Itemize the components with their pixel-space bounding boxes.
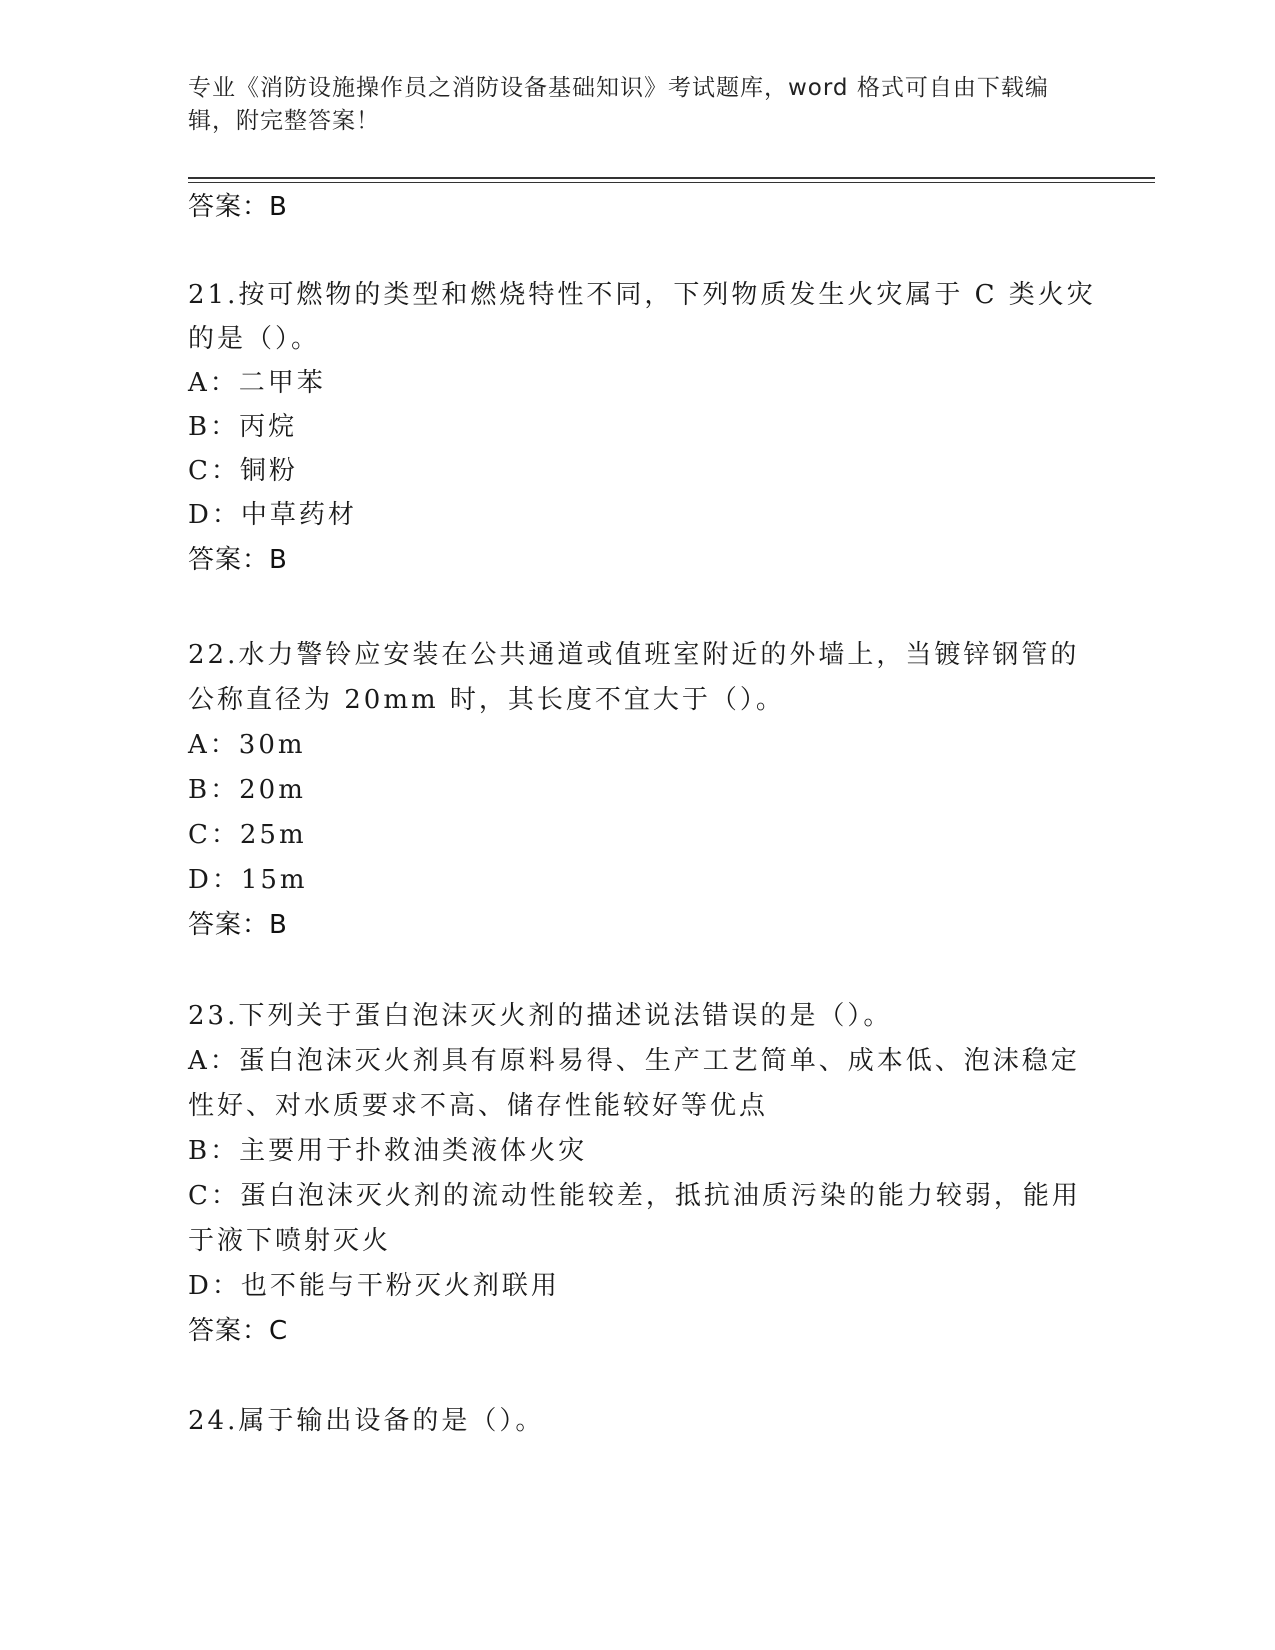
option-c-continued: 于液下喷射灭火 (188, 1226, 392, 1256)
question-stem-line: 23.下列关于蛋白泡沫灭火剂的描述说法错误的是（）。 (188, 1001, 893, 1031)
document-header (188, 72, 1088, 138)
question-stem-line: 21.按可燃物的类型和燃烧特性不同，下列物质发生火灾属于 C 类火灾 (188, 280, 1096, 310)
option-c: C：25m (188, 820, 307, 850)
header-divider-thin (188, 182, 1155, 183)
option-d: D：15m (188, 865, 308, 895)
option-b: B：20m (188, 775, 306, 805)
answer-previous: 答案：B (188, 192, 288, 222)
option-c: C：铜粉 (188, 456, 298, 486)
option-d: D：中草药材 (188, 500, 357, 530)
question-stem-line: 公称直径为 20mm 时，其长度不宜大于（）。 (188, 685, 785, 715)
question-stem-line: 22.水力警铃应安装在公共通道或值班室附近的外墙上，当镀锌钢管的 (188, 640, 1080, 670)
option-a: A：二甲苯 (188, 368, 326, 398)
answer-21: 答案：B (188, 545, 288, 575)
option-a-continued: 性好、对水质要求不高、储存性能较好等优点 (188, 1091, 769, 1121)
header-divider-thick (188, 177, 1155, 179)
option-c: C：蛋白泡沫灭火剂的流动性能较差，抵抗油质污染的能力较弱，能用 (188, 1181, 1081, 1211)
option-a: A：30m (188, 730, 306, 760)
answer-23: 答案：C (188, 1316, 289, 1346)
option-b: B：丙烷 (188, 412, 298, 442)
header-line-2: 辑，附完整答案！ (188, 108, 380, 134)
option-d: D：也不能与干粉灭火剂联用 (188, 1271, 560, 1301)
answer-22: 答案：B (188, 910, 288, 940)
header-line-1: 专业《消防设施操作员之消防设备基础知识》考试题库，word 格式可自由下载编 (188, 75, 1049, 101)
question-stem-line: 24.属于输出设备的是（）。 (188, 1406, 545, 1436)
option-b: B：主要用于扑救油类液体火灾 (188, 1136, 588, 1166)
question-stem-line: 的是（）。 (188, 324, 321, 354)
option-a: A：蛋白泡沫灭火剂具有原料易得、生产工艺简单、成本低、泡沫稳定 (188, 1046, 1080, 1076)
